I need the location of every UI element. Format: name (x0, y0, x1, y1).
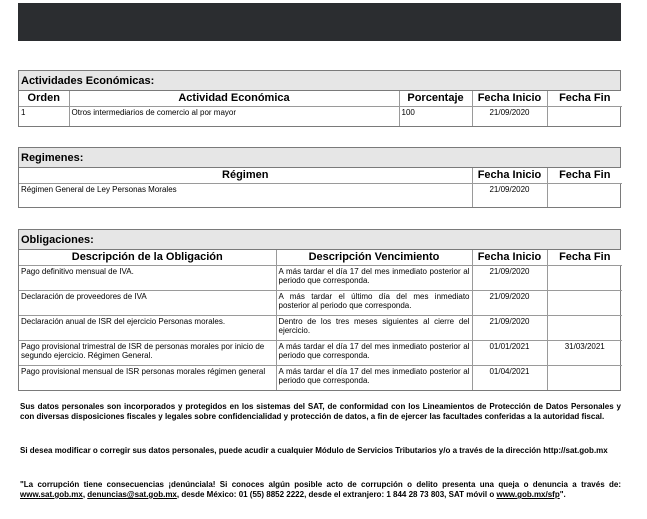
regimenes-title: Regimenes: (19, 148, 620, 168)
cell-obligacion: Pago provisional mensual de ISR personas morales régimen general (19, 365, 276, 390)
cell-actividad: Otros intermediarios de comercio al por mayor (69, 106, 399, 126)
table-header-row (19, 91, 622, 106)
cell-vencimiento: A más tardar el día 17 del mes inmediato posterior al periodo que corresponda. (276, 265, 472, 290)
col-header-porcentaje: Porcentaje (399, 91, 472, 106)
col-header-fecha-inicio: Fecha Inicio (472, 250, 547, 265)
col-header-obligacion: Descripción de la Obligación (19, 250, 276, 265)
denuncias-email-link[interactable]: denuncias@sat.gob.mx (87, 490, 177, 499)
actividades-section (18, 70, 621, 127)
table-row (19, 106, 622, 126)
cell-obligacion: Declaración anual de ISR del ejercicio Personas morales. (19, 315, 276, 340)
corruption-text-mid: , desde México: 01 (55) 8852 2222, desde el extranjero: 1 844 28 73 803, SAT móvil o (176, 490, 497, 499)
col-header-vencimiento: Descripción Vencimiento (276, 250, 472, 265)
table-row (19, 365, 622, 390)
cell-fecha-fin (547, 106, 622, 126)
col-header-fecha-inicio: Fecha Inicio (472, 91, 547, 106)
col-header-actividad: Actividad Económica (69, 91, 399, 106)
cell-obligacion: Pago provisional trimestral de ISR de personas morales por inicio de segundo ejercicio. Régimen General. (19, 340, 276, 365)
cell-fecha-inicio: 01/01/2021 (472, 340, 547, 365)
table-header-row (19, 250, 622, 265)
cell-vencimiento: A más tardar el último día del mes inmediato posterior al periodo que corresponda. (276, 290, 472, 315)
col-header-fecha-fin: Fecha Fin (547, 168, 622, 183)
actividades-table (19, 91, 622, 126)
corruption-notice (20, 480, 621, 500)
cell-porcentaje: 100 (399, 106, 472, 126)
cell-fecha-inicio: 21/09/2020 (472, 315, 547, 340)
sat-link[interactable]: www.sat.gob.mx (20, 490, 83, 499)
cell-fecha-fin (547, 183, 622, 207)
cell-fecha-inicio: 21/09/2020 (472, 183, 547, 207)
cell-vencimiento: A más tardar el día 17 del mes inmediato posterior al periodo que corresponda. (276, 340, 472, 365)
table-row (19, 183, 622, 207)
cell-vencimiento: A más tardar el día 17 del mes inmediato posterior al periodo que corresponda. (276, 365, 472, 390)
obligaciones-section (18, 229, 621, 391)
table-row (19, 315, 622, 340)
modify-data-notice: Si desea modificar o corregir sus datos personales, puede acudir a cualquier Módulo de Servicios Tributarios y/o a través de la dirección http://sat.gob.mx (20, 446, 608, 455)
cell-obligacion: Declaración de proveedores de IVA (19, 290, 276, 315)
col-header-orden: Orden (19, 91, 69, 106)
table-row (19, 340, 622, 365)
cell-fecha-inicio: 21/09/2020 (472, 265, 547, 290)
actividades-title: Actividades Económicas: (19, 71, 620, 91)
table-header-row (19, 168, 622, 183)
sfp-link[interactable]: www.gob.mx/sfp (496, 490, 560, 499)
cell-fecha-inicio: 01/04/2021 (472, 365, 547, 390)
table-row (19, 265, 622, 290)
cell-fecha-fin (547, 265, 622, 290)
cell-orden: 1 (19, 106, 69, 126)
cell-fecha-inicio: 21/09/2020 (472, 106, 547, 126)
col-header-fecha-inicio: Fecha Inicio (472, 168, 547, 183)
cell-fecha-fin (547, 290, 622, 315)
corruption-text-end: ". (559, 490, 566, 499)
col-header-fecha-fin: Fecha Fin (547, 250, 622, 265)
cell-obligacion: Pago definitivo mensual de IVA. (19, 265, 276, 290)
col-header-regimen: Régimen (19, 168, 472, 183)
privacy-notice: Sus datos personales son incorporados y protegidos en los sistemas del SAT, de conformidad con los Lineamientos de Protección de Datos Personales y con diversas disposiciones fiscales y legales sobre confidencialidad y protección de datos, a fin de ejercer las facultades conferidas a la autoridad fiscal. (20, 402, 621, 421)
cell-fecha-fin: 31/03/2021 (547, 340, 622, 365)
obligaciones-table (19, 250, 622, 390)
separator: , (82, 490, 88, 499)
col-header-fecha-fin: Fecha Fin (547, 91, 622, 106)
regimenes-section (18, 147, 621, 208)
corruption-text-start: "La corrupción tiene consecuencias ¡denúnciala! Si conoces algún posible acto de corrupción o delito presenta una queja o denuncia a través de: (20, 480, 621, 489)
cell-fecha-fin (547, 315, 622, 340)
cell-vencimiento: Dentro de los tres meses siguientes al cierre del ejercicio. (276, 315, 472, 340)
cell-regimen: Régimen General de Ley Personas Morales (19, 183, 472, 207)
obligaciones-title: Obligaciones: (19, 230, 620, 250)
cell-fecha-fin (547, 365, 622, 390)
cell-fecha-inicio: 21/09/2020 (472, 290, 547, 315)
header-bar (18, 3, 621, 41)
table-row (19, 290, 622, 315)
regimenes-table (19, 168, 622, 207)
